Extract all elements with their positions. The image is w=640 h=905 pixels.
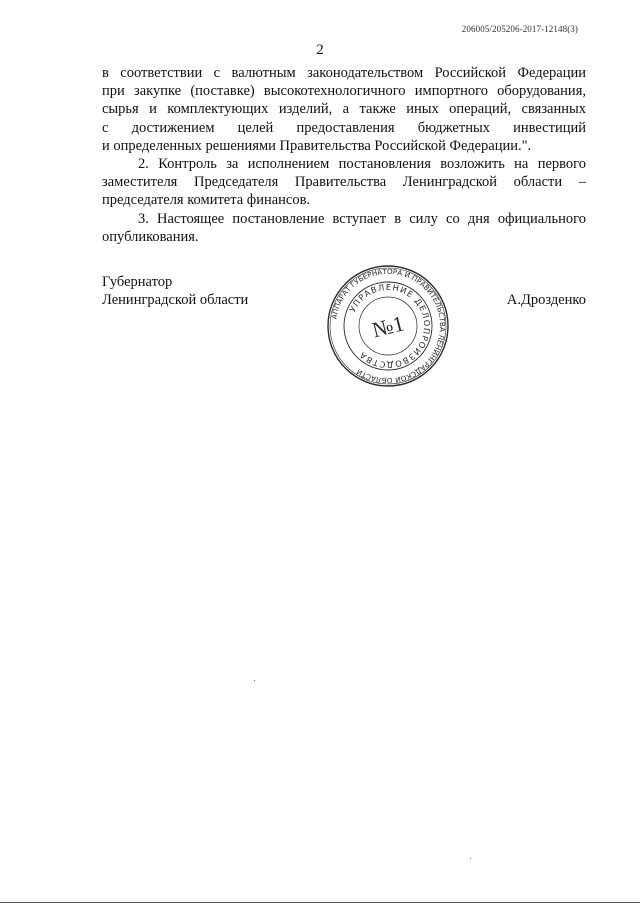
text-line: заместителя Председателя Правительства Ленинградской области – — [102, 174, 586, 191]
scan-speck — [254, 680, 255, 681]
text-line: при закупке (поставке) высокотехнологичного импортного оборудования, — [102, 83, 586, 100]
text-line: сырья и комплектующих изделий, а также иных операций, связанных — [102, 101, 586, 118]
signer-region: Ленинградской области — [102, 292, 249, 309]
signer-position: Губернатор — [102, 274, 173, 290]
official-seal-stamp — [326, 264, 450, 388]
text-line: председателя комитета финансов. — [102, 192, 311, 209]
text-line: опубликования. — [102, 228, 199, 245]
scan-edge-line — [0, 902, 640, 903]
paragraph-2 — [102, 155, 586, 210]
document-registration-code: 206005/205206-2017-12148(3) — [461, 24, 578, 34]
seal-number: №1 — [369, 310, 407, 343]
text-line: в соответствии с валютным законодательством Российской Федерации — [102, 65, 586, 81]
scan-speck — [470, 858, 471, 859]
text-line: с достижением целей предоставления бюджетных инвестиций — [102, 119, 586, 136]
page-number: 2 — [316, 42, 324, 58]
paragraph-3 — [102, 210, 586, 246]
text-line: 2. Контроль за исполнением постановления возложить на первого — [138, 156, 586, 173]
seal-outer-text: АППАРАТ ГУБЕРНАТОРА И ПРАВИТЕЛЬСТВА ЛЕНИНГРАДСКОЙ ОБЛАСТИ — [329, 266, 448, 386]
document-body — [102, 64, 586, 246]
seal-inner-text: УПРАВЛЕНИЕ ДЕЛОПРОИЗВОДСТВА — [347, 281, 433, 371]
text-line: 3. Настоящее постановление вступает в силу со дня официального — [138, 210, 586, 227]
signer-name: А.Дрозденко — [506, 292, 586, 308]
text-line: и определенных решениями Правительства Российской Федерации.". — [102, 137, 532, 154]
paragraph-continued — [102, 64, 586, 155]
